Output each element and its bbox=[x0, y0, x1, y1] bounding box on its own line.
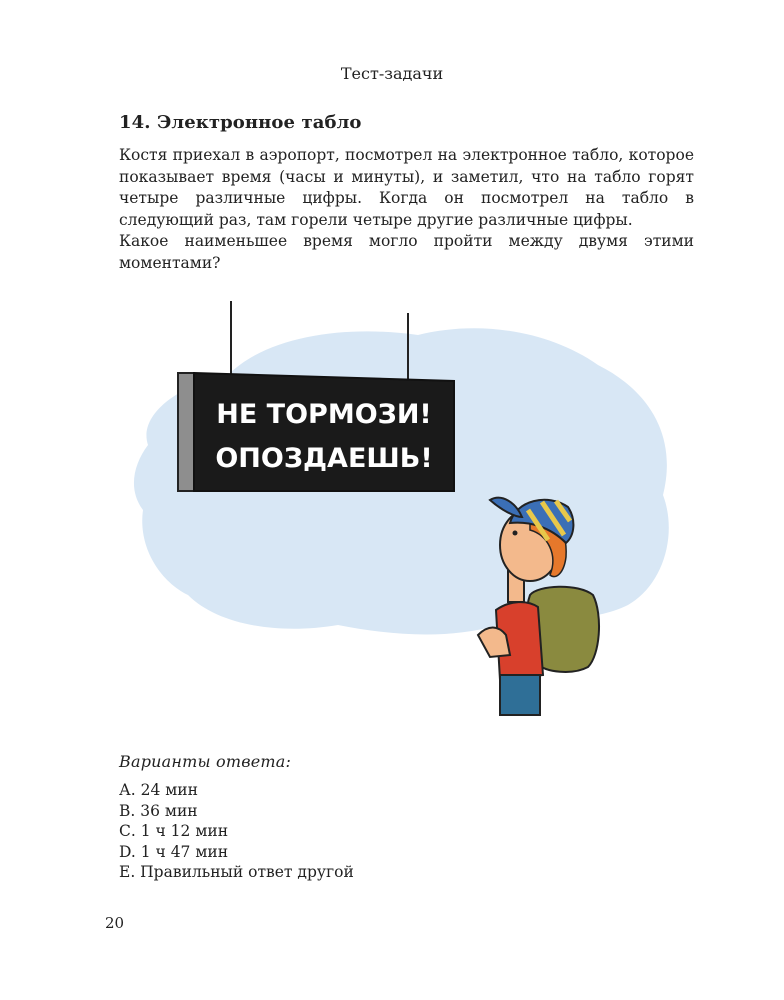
task-text bbox=[119, 145, 694, 274]
task-title: 14. Электронное табло bbox=[119, 112, 362, 133]
answer-options bbox=[119, 780, 354, 883]
board-edge bbox=[178, 373, 194, 491]
eye bbox=[513, 531, 518, 536]
answer-option-c: С. 1 ч 12 мин bbox=[119, 822, 229, 840]
running-header: Тест-задачи bbox=[340, 64, 444, 83]
airport-board-illustration bbox=[118, 295, 678, 725]
sign-line-1: НЕ ТОРМОЗИ! bbox=[216, 399, 432, 430]
task-paragraph-2: Какое наименьшее время могло пройти между двумя этими моментами? bbox=[119, 232, 694, 272]
answer-option-e: Е. Правильный ответ другой bbox=[119, 863, 354, 881]
pants bbox=[500, 675, 540, 715]
answer-option-d: D. 1 ч 47 мин bbox=[119, 842, 229, 861]
answers-label: Варианты ответа: bbox=[119, 752, 292, 771]
answer-option-a: А. 24 мин bbox=[119, 781, 198, 799]
answer-option-b: В. 36 мин bbox=[119, 801, 198, 820]
task-paragraph-1: Костя приехал в аэропорт, посмотрел на электронное табло, которое показывает время (часы и минуты), и заметил, что на табло горят четыре различные цифры. Когда он посмотрел на табло в следующий раз, там горели четыре другие различные цифры. bbox=[119, 146, 694, 229]
sign-line-2: ОПОЗДАЕШЬ! bbox=[215, 443, 433, 474]
page-number: 20 bbox=[105, 914, 125, 932]
